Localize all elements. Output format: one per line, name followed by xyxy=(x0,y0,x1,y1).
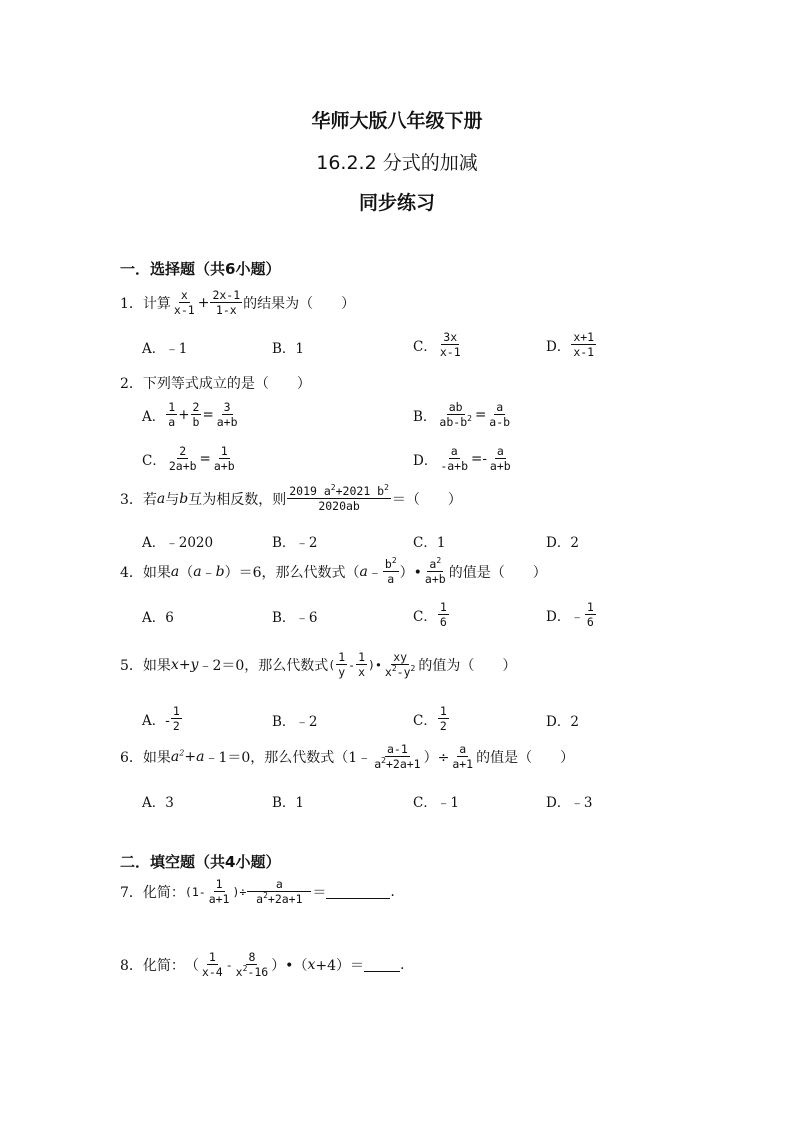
question-6: 6．如果 $a^2$ + a ﹣1＝0，那么代数式（1﹣ a-1 $a^2+2a+1$ ）÷ $\frac{a}{a+1}$ 的值是（ ） xyxy=(120,742,575,771)
option-5a: A．- 1 2 xyxy=(142,704,180,733)
option-4d: D．﹣ 1 6 xyxy=(546,600,594,629)
option-3d: D．2 xyxy=(546,535,579,551)
answer-blank[interactable] xyxy=(326,884,390,899)
answer-blank[interactable] xyxy=(364,957,400,972)
option-6d: D．﹣3 xyxy=(546,795,593,811)
option-1d: D． x+1 x-1 xyxy=(546,330,595,359)
option-4a: A．6 xyxy=(142,610,174,626)
question-8: 8．化简： （ 1 x-4 - 8 $x^2-16$ ）•（ x +4）＝ . xyxy=(120,950,405,979)
question-1: 1．计算 x x-1 + $\frac{2x-1}{1-x}$ 的结果为（ ） xyxy=(120,288,356,317)
option-3a: A．﹣2020 xyxy=(142,535,214,551)
fraction: $\frac{2x-1}{1-x}$ xyxy=(212,288,241,317)
option-6b: B．1 xyxy=(272,795,305,811)
option-5b: B．﹣2 xyxy=(272,714,318,730)
option-4c: C． 1 6 xyxy=(413,600,447,629)
option-5d: D．2 xyxy=(546,714,579,730)
section-choice: 一．选择题（共6小题） xyxy=(120,260,281,278)
option-4b: B．﹣6 xyxy=(272,610,318,626)
option-6c: C．﹣1 xyxy=(413,795,459,811)
option-2b: B． $\frac{ab}{ab-b^2}$ = $\frac{a}{a-b}$ xyxy=(413,400,511,429)
question-4: 4．如果 a （ a ﹣ b ）＝6，那么代数式（ a ﹣ $b^2$ a ）• $a^2$ a+b 的值是（ ） xyxy=(120,556,547,586)
option-1b: B．1 xyxy=(272,341,305,357)
option-1a: A．﹣1 xyxy=(142,341,188,357)
doc-title: 华师大版八年级下册 xyxy=(311,110,483,132)
doc-subtitle-2: 同步练习 xyxy=(358,192,435,214)
doc-subtitle: 16.2.2 分式的加减 xyxy=(316,152,478,174)
option-3c: C．1 xyxy=(413,535,446,551)
option-6a: A．3 xyxy=(142,795,174,811)
option-2c: C． $\frac{2}{2a+b}$ = $\frac{1}{a+b}$ xyxy=(142,444,235,473)
section-fill: 二．填空题（共4小题） xyxy=(120,853,281,871)
question-7: 7．化简： (1- 1 a+1 )÷ $\frac{a}{a^2+2a+1}$ ＝ . xyxy=(120,877,395,906)
option-3b: B．﹣2 xyxy=(272,535,318,551)
fraction: x x-1 xyxy=(173,288,195,317)
option-2d: D． $\frac{a}{-a+b}$ =- a a+b xyxy=(413,444,511,473)
option-1c: C． 3x x-1 xyxy=(413,330,461,359)
question-5: 5．如果 x+y ﹣2＝0，那么代数式 ( 1 y - 1 x )• xy $x^2-y^2$ 的值为（ ） xyxy=(120,650,517,679)
option-5c: C． 1 2 xyxy=(413,704,447,733)
question-2: 2．下列等式成立的是（ ） xyxy=(120,376,311,392)
option-2a: A． 1 a + $\frac{2}{b}$ = $\frac{3}{a+b}$ xyxy=(142,400,238,429)
question-3: 3．若 a 与 b 互为相反数，则 2019 $a^2+2021$ $b^2$ 2020ab ＝（ ） xyxy=(120,483,462,513)
